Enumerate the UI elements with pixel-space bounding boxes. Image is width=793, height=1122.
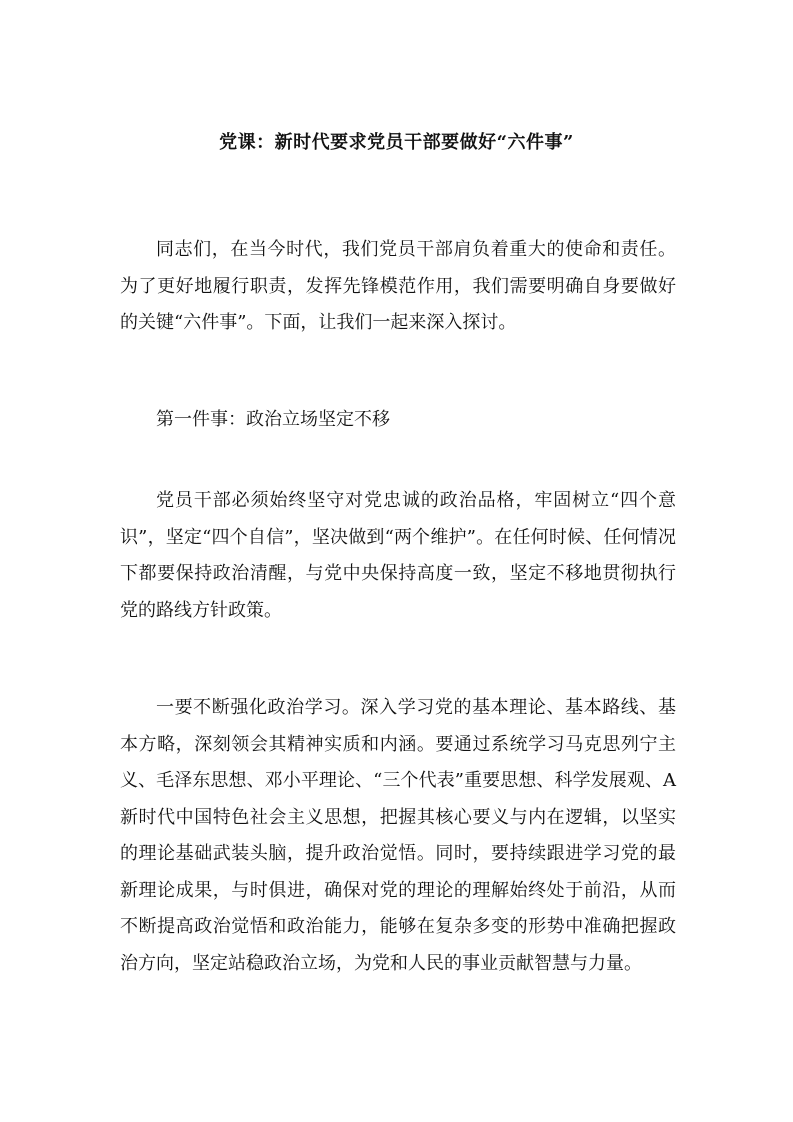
body-paragraph: 一要不断强化政治学习。深入学习党的基本理论、基本路线、基本方略，深刻领会其精神实质和内涵。要通过系统学习马克思列宁主义、毛泽东思想、邓小平理论、“三个代表”重要思想、科学发展观、A新时代中国特色社会主义思想，把握其核心要义与内在逻辑，以坚实的理论基础武装头脑，提升政治觉悟。同时，要持续跟进学习党的最新理论成果，与时俱进，确保对党的理论的理解始终处于前沿，从而不断提高政治觉悟和政治能力，能够在复杂多变的形势中准确把握政治方向，坚定站稳政治立场，为党和人民的事业贡献智慧与力量。 xyxy=(120,697,676,974)
intro-paragraph: 同志们，在当今时代，我们党员干部肩负着重大的使命和责任。为了更好地履行职责，发挥先锋模范作用，我们需要明确自身要做好的关键“六件事”。下面，让我们一起来深入探讨。 xyxy=(120,239,676,333)
section-heading: 第一件事：政治立场坚定不移 xyxy=(156,409,390,430)
body-paragraph: 党员干部必须始终坚守对党忠诚的政治品格，牢固树立“四个意识”，坚定“四个自信”，坚决做到“两个维护”。在任何时候、任何情况下都要保持政治清醒，与党中央保持高度一致，坚定不移地贯彻执行党的路线方针政策。 xyxy=(120,490,676,621)
document-title: 党课：新时代要求党员干部要做好“六件事” xyxy=(219,132,574,153)
